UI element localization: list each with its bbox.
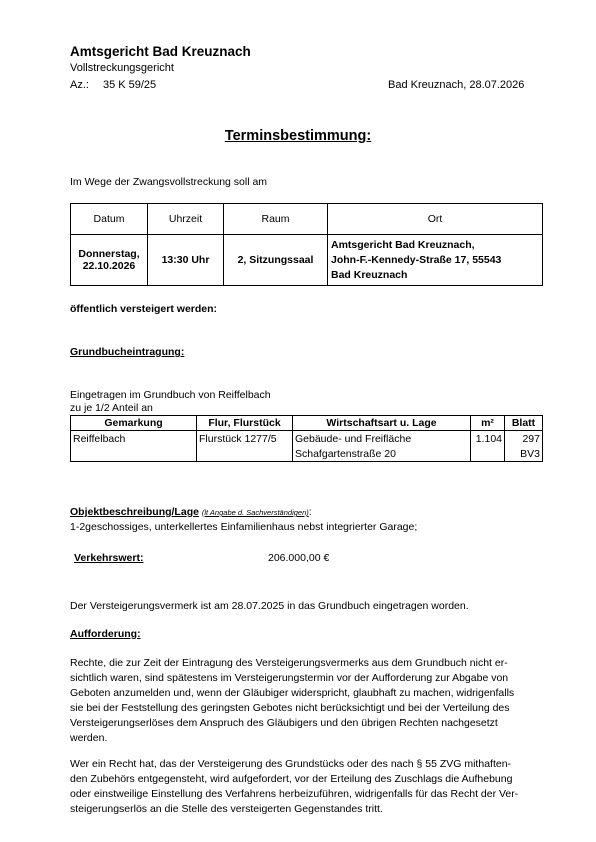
- objekt-heading-label: Objektbeschreibung/Lage: [70, 506, 199, 518]
- header-raum: Raum: [224, 204, 328, 235]
- vermerk-text: Der Versteigerungsvermerk ist am 28.07.2025 in das Grundbuch eingetragen worden.: [70, 600, 469, 612]
- place-line: John-F.-Kennedy-Straße 17, 55543: [331, 253, 502, 266]
- termin-place: [328, 235, 543, 286]
- objekt-heading-colon: :: [308, 506, 312, 518]
- court-name: Amtsgericht Bad Kreuznach: [70, 44, 251, 59]
- header-wirtschaftsart: Wirtschaftsart u. Lage: [293, 416, 471, 431]
- termin-time: 13:30 Uhr: [148, 235, 224, 286]
- paragraph-line: Rechte, die zur Zeit der Eintragung des Versteigerungsvermerks aus dem Grundbuch nicht er-: [70, 657, 508, 669]
- verkehrswert-label: Verkehrswert:: [74, 552, 144, 564]
- grundbuch-heading: Grundbucheintragung:: [70, 346, 185, 358]
- place-line: Bad Kreuznach: [331, 268, 408, 281]
- cell-flur: Flurstück 1277/5: [197, 431, 293, 447]
- header-ort: Ort: [328, 204, 543, 235]
- case-number-label: Az.:: [70, 79, 89, 91]
- paragraph-line: sichtlich waren, sind spätestens im Versteigerungstermin vor der Aufforderung zur Abgabe von: [70, 672, 509, 684]
- case-number: [70, 79, 156, 91]
- cell-flaeche: 1.104: [471, 431, 505, 447]
- objekt-heading: [70, 506, 312, 518]
- aufforderung-paragraph-1: [70, 656, 550, 746]
- table-row: [71, 431, 543, 447]
- paragraph-line: Versteigerungserlöses dem Anspruch des Gläubigers und den übrigen Rechten nachgesetzt: [70, 717, 498, 729]
- paragraph-line: sie bei der Feststellung des geringsten Gebotes nicht berücksichtigt und bei der Verteilung des: [70, 702, 510, 714]
- place-date: Bad Kreuznach, 28.07.2026: [388, 79, 525, 91]
- paragraph-line: werden.: [70, 732, 108, 744]
- grundbuch-line: zu je 1/2 Anteil an: [70, 402, 153, 414]
- paragraph-line: den Zubehörs entgegensteht, wird aufgefordert, vor der Erteilung des Zuschlags die Aufhebung: [70, 773, 513, 785]
- cell-flur: [197, 446, 293, 462]
- cell-blatt: BV3: [505, 446, 543, 462]
- intro-text: Im Wege der Zwangsvollstreckung soll am: [70, 176, 268, 188]
- header-blatt: Blatt: [505, 416, 543, 431]
- header-datum: Datum: [71, 204, 148, 235]
- paragraph-line: steigerungserlös an die Stelle des versteigerten Gegenstandes tritt.: [70, 803, 383, 815]
- termin-weekday: Donnerstag,: [78, 248, 140, 260]
- termin-room: 2, Sitzungssaal: [224, 235, 328, 286]
- aufforderung-heading: Aufforderung:: [70, 628, 141, 640]
- cell-gemarkung: [71, 446, 197, 462]
- document-title: Terminsbestimmung:: [224, 128, 372, 144]
- objekt-description: 1-2geschossiges, unterkellertes Einfamilienhaus nebst integrierter Garage;: [70, 521, 418, 533]
- termin-table: [70, 203, 543, 286]
- cell-flaeche: [471, 446, 505, 462]
- paragraph-line: oder einstweilige Einstellung des Verfahrens herbeizuführen, widrigenfalls für das Recht der Ver-: [70, 788, 519, 800]
- termin-date: [71, 235, 148, 286]
- table-row: [71, 446, 543, 462]
- termin-table-header: [71, 204, 543, 235]
- objekt-heading-note: (lt Angabe d. Sachverständigen): [201, 508, 309, 517]
- header-uhrzeit: Uhrzeit: [148, 204, 224, 235]
- grundbuch-table-header: [71, 416, 543, 431]
- header-flaeche: m²: [471, 416, 505, 431]
- header-flur: Flur, Flurstück: [197, 416, 293, 431]
- court-department: Vollstreckungsgericht: [70, 62, 174, 74]
- cell-wirtschaftsart: Gebäude- und Freifläche: [293, 431, 471, 447]
- verkehrswert-value: 206.000,00 €: [268, 552, 330, 564]
- grundbuch-line: Eingetragen im Grundbuch von Reiffelbach: [70, 389, 271, 401]
- versteigert-text: öffentlich versteigert werden:: [70, 303, 218, 315]
- termin-table-row: [71, 235, 543, 286]
- case-number-value: 35 K 59/25: [102, 79, 157, 91]
- aufforderung-paragraph-2: [70, 757, 550, 817]
- cell-wirtschaftsart: Schafgartenstraße 20: [293, 446, 471, 462]
- header-gemarkung: Gemarkung: [71, 416, 197, 431]
- paragraph-line: Wer ein Recht hat, das der Versteigerung des Grundstücks oder des nach § 55 ZVG mithaften-: [70, 758, 512, 770]
- termin-date-value: 22.10.2026: [82, 260, 136, 272]
- place-line: Amtsgericht Bad Kreuznach,: [331, 238, 475, 251]
- paragraph-line: Geboten anzumelden und, wenn der Gläubiger widerspricht, glaubhaft zu machen, widrigenfalls: [70, 687, 515, 699]
- cell-gemarkung: Reiffelbach: [71, 431, 197, 447]
- cell-blatt: 297: [505, 431, 543, 447]
- grundbuch-table: [70, 415, 543, 462]
